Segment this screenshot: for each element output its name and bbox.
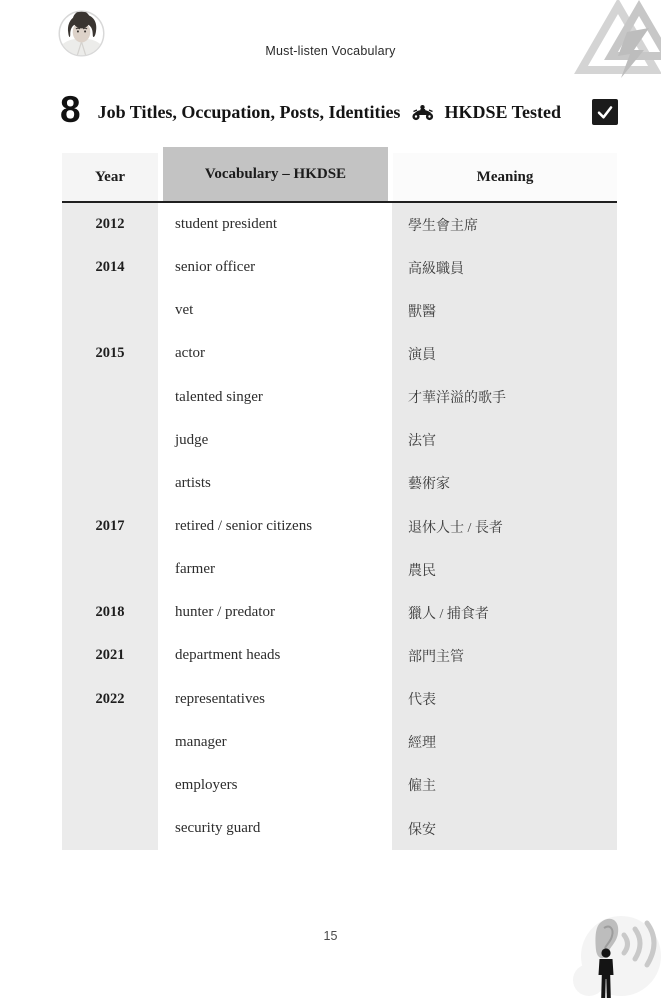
meaning-cell: 獸醫: [392, 289, 617, 332]
year-cell: [62, 807, 158, 850]
meaning-cell: 才華洋溢的歌手: [392, 376, 617, 419]
year-cell: 2018: [62, 591, 158, 634]
meaning-cell: 保安: [392, 807, 617, 850]
meaning-cell: 農民: [392, 548, 617, 591]
column-header-vocabulary: Vocabulary – HKDSE: [163, 147, 388, 201]
table-row: [62, 591, 617, 634]
table-row: [62, 548, 617, 591]
vocab-cell: security guard: [158, 807, 392, 850]
table-header-row: [62, 147, 617, 203]
year-cell: [62, 289, 158, 332]
year-cell: [62, 721, 158, 764]
section-title: Job Titles, Occupation, Posts, Identities: [97, 101, 401, 122]
year-cell: 2022: [62, 678, 158, 721]
table-body: [62, 203, 617, 850]
table-row: [62, 289, 617, 332]
table-row: [62, 332, 617, 375]
vocab-cell: representatives: [158, 678, 392, 721]
vocab-cell: vet: [158, 289, 392, 332]
section-heading: [60, 88, 618, 132]
year-cell: [62, 376, 158, 419]
meaning-cell: 學生會主席: [392, 203, 617, 246]
meaning-cell: 法官: [392, 419, 617, 462]
year-cell: 2015: [62, 332, 158, 375]
meaning-cell: 退休人士 / 長者: [392, 505, 617, 548]
vocab-cell: employers: [158, 764, 392, 807]
table-row: [62, 764, 617, 807]
meaning-cell: 僱主: [392, 764, 617, 807]
column-header-meaning: Meaning: [393, 153, 617, 201]
running-header: Must-listen Vocabulary: [265, 44, 396, 58]
year-cell: [62, 462, 158, 505]
year-cell: [62, 548, 158, 591]
meaning-cell: 演員: [392, 332, 617, 375]
meaning-cell: 代表: [392, 678, 617, 721]
year-cell: 2021: [62, 634, 158, 677]
table-row: [62, 462, 617, 505]
meaning-cell: 部門主管: [392, 634, 617, 677]
vocab-cell: senior officer: [158, 246, 392, 289]
table-row: [62, 505, 617, 548]
vocab-cell: judge: [158, 419, 392, 462]
meaning-cell: 獵人 / 捕食者: [392, 591, 617, 634]
table-row: [62, 419, 617, 462]
vocab-cell: department heads: [158, 634, 392, 677]
vocab-cell: student president: [158, 203, 392, 246]
year-cell: 2017: [62, 505, 158, 548]
section-number: 8: [60, 88, 81, 130]
listening-ear-graphic: [573, 908, 661, 1000]
vocab-cell: retired / senior citizens: [158, 505, 392, 548]
hkdse-tested-badge: HKDSE Tested: [444, 101, 561, 122]
checkmark-icon: [596, 103, 614, 121]
table-row: [62, 721, 617, 764]
meaning-cell: 藝術家: [392, 462, 617, 505]
table-row: [62, 246, 617, 289]
motorcycle-icon: [411, 103, 435, 121]
vocab-cell: hunter / predator: [158, 591, 392, 634]
year-cell: [62, 419, 158, 462]
tested-checkbox[interactable]: [592, 99, 618, 125]
meaning-cell: 高級職員: [392, 246, 617, 289]
vocab-cell: talented singer: [158, 376, 392, 419]
vocab-cell: artists: [158, 462, 392, 505]
vocab-cell: farmer: [158, 548, 392, 591]
vocabulary-table: [62, 147, 617, 850]
table-row: [62, 678, 617, 721]
table-row: [62, 203, 617, 246]
brand-logo-icon: [573, 0, 661, 80]
column-header-year: Year: [62, 153, 158, 201]
table-row: [62, 807, 617, 850]
vocab-cell: actor: [158, 332, 392, 375]
page-number: 15: [323, 929, 338, 943]
year-cell: [62, 764, 158, 807]
year-cell: 2014: [62, 246, 158, 289]
table-row: [62, 376, 617, 419]
vocab-cell: manager: [158, 721, 392, 764]
meaning-cell: 經理: [392, 721, 617, 764]
year-cell: 2012: [62, 203, 158, 246]
table-row: [62, 634, 617, 677]
